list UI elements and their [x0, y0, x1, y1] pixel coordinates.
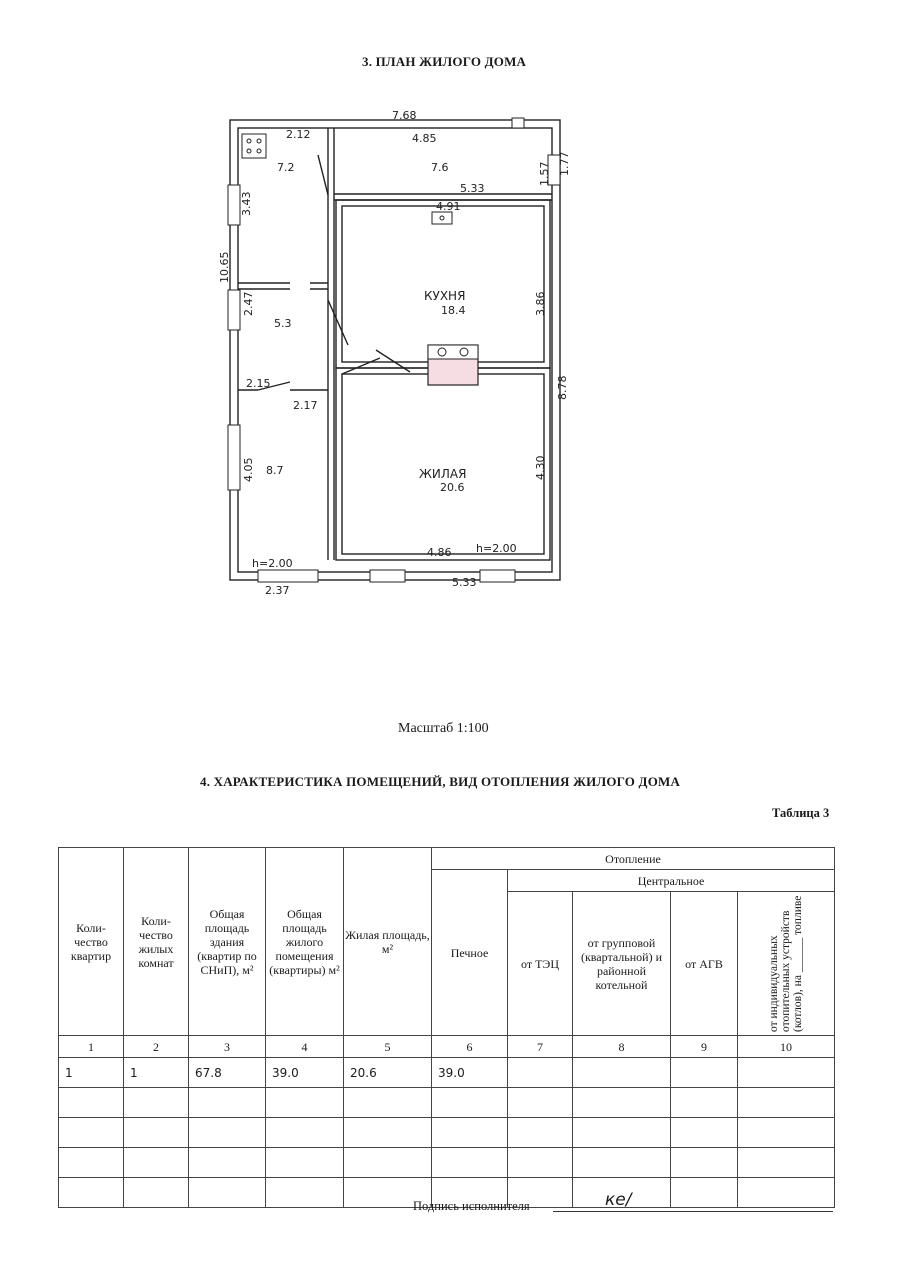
signature: ке/ [605, 1190, 632, 1210]
dim-left-height: 10.65 [218, 251, 231, 283]
dim-bottom-right: 5.33 [452, 576, 477, 589]
sink-icon [432, 212, 452, 224]
kitchen-walls [336, 200, 550, 368]
header-individual: от индивидуальных отопительных устройств (котлов), на ______ топливе [768, 895, 804, 1032]
header-agv: от АГВ [671, 892, 738, 1036]
living-height: 4.30 [534, 455, 547, 480]
kitchen-width: 4.91 [436, 200, 461, 213]
room4-area: 8.7 [266, 464, 284, 477]
room3-area: 5.3 [274, 317, 292, 330]
living-width: 4.86 [427, 546, 452, 559]
header-living-area: Жилая площадь, м² [344, 848, 432, 1036]
room3-height: 2.47 [242, 291, 255, 316]
section4-title: 4. ХАРАКТЕРИСТИКА ПОМЕЩЕНИЙ, ВИД ОТОПЛЕНИЯ ЖИЛОГО ДОМА [200, 774, 681, 789]
boiler-icon [242, 134, 266, 158]
room2-area: 7.6 [431, 161, 449, 174]
kitchen-height: 3.86 [534, 291, 547, 316]
dim-total-width: 7.68 [392, 109, 417, 122]
table-row [59, 1088, 835, 1118]
room1-width: 2.12 [286, 128, 311, 141]
header-central: Центральное [508, 870, 835, 892]
room4-height: 4.05 [242, 457, 255, 482]
kitchen-name: КУХНЯ [424, 289, 466, 303]
header-stove: Печное [432, 870, 508, 1036]
header-flats: Коли-чество квартир [59, 848, 124, 1036]
signature-label: Подпись исполнителя [413, 1199, 530, 1213]
room4-width: 2.15 [246, 377, 271, 390]
signature-line [553, 1211, 833, 1212]
living-name: ЖИЛАЯ [419, 467, 467, 481]
header-heating: Отопление [432, 848, 835, 870]
kitchen-area: 18.4 [441, 304, 466, 317]
outer-wall-outer [230, 120, 560, 580]
table-row: 1 1 67.8 39.0 20.6 39.0 [59, 1058, 835, 1088]
table-row [59, 1148, 835, 1178]
room1-area: 7.2 [277, 161, 295, 174]
header-rooms: Коли-чество жилых комнат [124, 848, 189, 1036]
scale-label: Масштаб 1:100 [398, 721, 489, 736]
room2-bottom-width: 5.33 [460, 182, 485, 195]
rooms-heating-table [58, 847, 835, 1208]
header-boiler-house: от групповой (квартальной) и районной котельной [573, 892, 671, 1036]
dim-right-height: 8.78 [556, 375, 569, 400]
room4-ceiling: h=2.00 [252, 557, 293, 570]
room2-height: 1.57 [538, 161, 551, 186]
header-dwelling-area: Общая площадь жилого помещения (квартиры) м² [266, 848, 344, 1036]
living-ceiling: h=2.00 [476, 542, 517, 555]
dim-right-top: 1.77 [558, 151, 571, 176]
room2-width: 4.85 [412, 132, 437, 145]
room4-width2: 2.17 [293, 399, 318, 412]
table-row [59, 1118, 835, 1148]
header-building-area: Общая площадь здания (квартир по СНиП), м² [189, 848, 266, 1036]
dim-bottom-left: 2.37 [265, 584, 290, 597]
header-tec: от ТЭЦ [508, 892, 573, 1036]
section3-title: 3. ПЛАН ЖИЛОГО ДОМА [362, 54, 527, 69]
living-walls [336, 368, 550, 560]
stove-icon [428, 345, 478, 385]
table-label: Таблица 3 [772, 806, 830, 820]
floor-plan [0, 0, 905, 620]
room1-height: 3.43 [240, 191, 253, 216]
column-number-row: 1 2 3 4 5 6 7 8 9 10 [59, 1036, 835, 1058]
living-area: 20.6 [440, 481, 465, 494]
